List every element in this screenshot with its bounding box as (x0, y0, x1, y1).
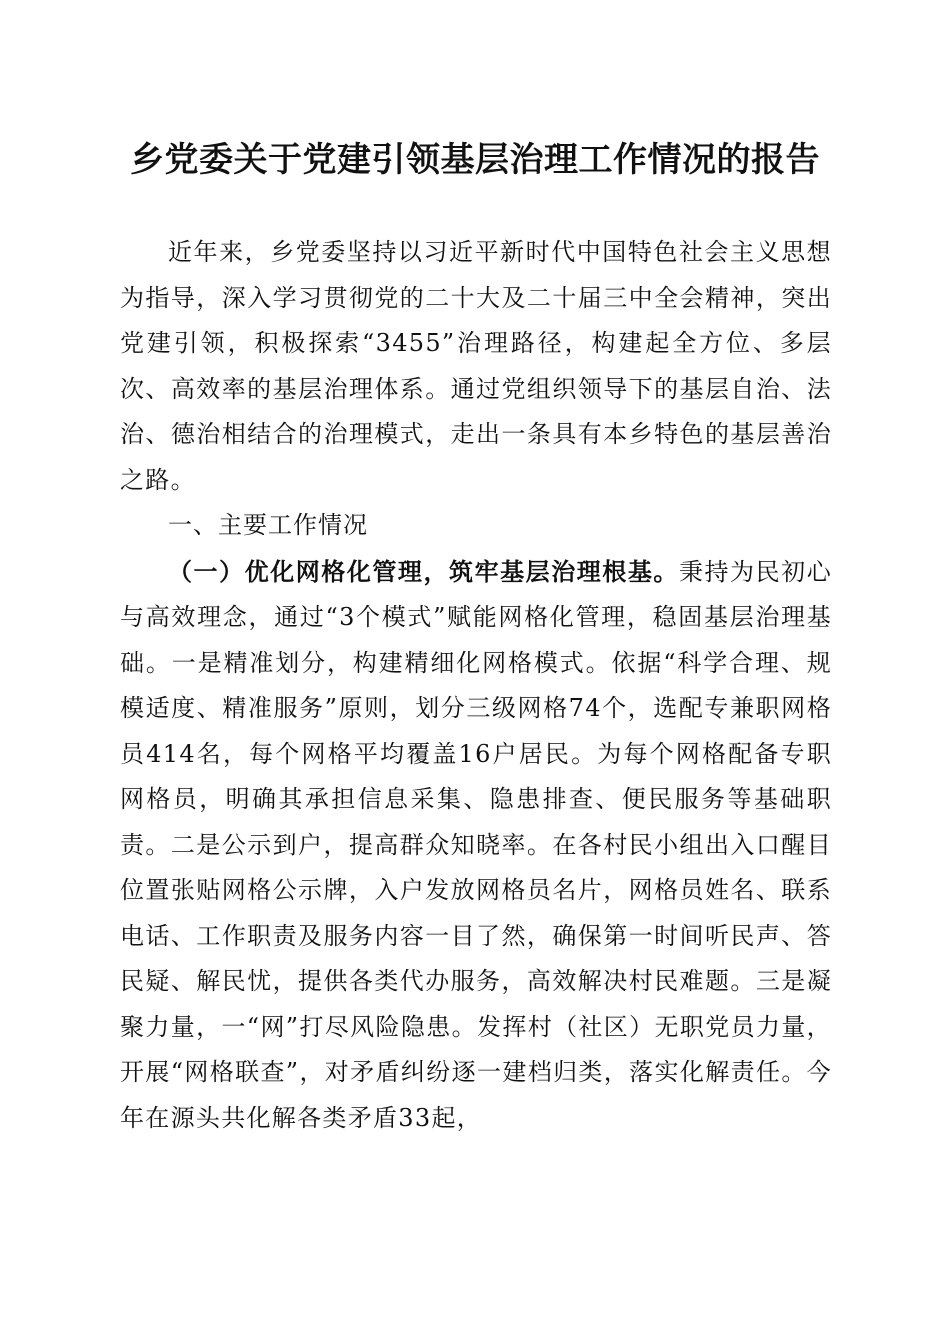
intro-paragraph: 近年来，乡党委坚持以习近平新时代中国特色社会主义思想为指导，深入学习贯彻党的二十大及二十届三中全会精神，突出党建引领，积极探索“3455”治理路径，构建起全方位、多层次、高效率的基层治理体系。通过党组织领导下的基层自治、法治、德治相结合的治理模式，走出一条具有本乡特色的基层善治之路。 (120, 238, 832, 494)
section-heading-main-work: 一、主要工作情况 (168, 511, 368, 539)
document-body (120, 230, 832, 1141)
document-title: 乡党委关于党建引领基层治理工作情况的报告 (130, 140, 820, 180)
subsection-1-body: 秉持为民初心与高效理念，通过“3个模式”赋能网格化管理，稳固基层治理基础。一是精准划分，构建精细化网格模式。依据“科学合理、规模适度、精准服务”原则，划分三级网格74个，选配专兼职网格员414名，每个网格平均覆盖16户居民。为每个网格配备专职网格员，明确其承担信息采集、隐患排查、便民服务等基础职责。二是公示到户，提高群众知晓率。在各村民小组出入口醒目位置张贴网格公示牌，入户发放网格员名片，网格员姓名、联系电话、工作职责及服务内容一目了然，确保第一时间听民声、答民疑、解民忧，提供各类代办服务，高效解决村民难题。三是凝聚力量，一“网”打尽风险隐患。发挥村（社区）无职党员力量，开展“网格联查”，对矛盾纠纷逐一建档归类，落实化解责任。今年在源头共化解各类矛盾33起， (120, 557, 832, 1132)
subsection-1-heading: （一）优化网格化管理，筑牢基层治理根基。 (168, 556, 679, 586)
subsection-1-paragraph (120, 549, 832, 1142)
